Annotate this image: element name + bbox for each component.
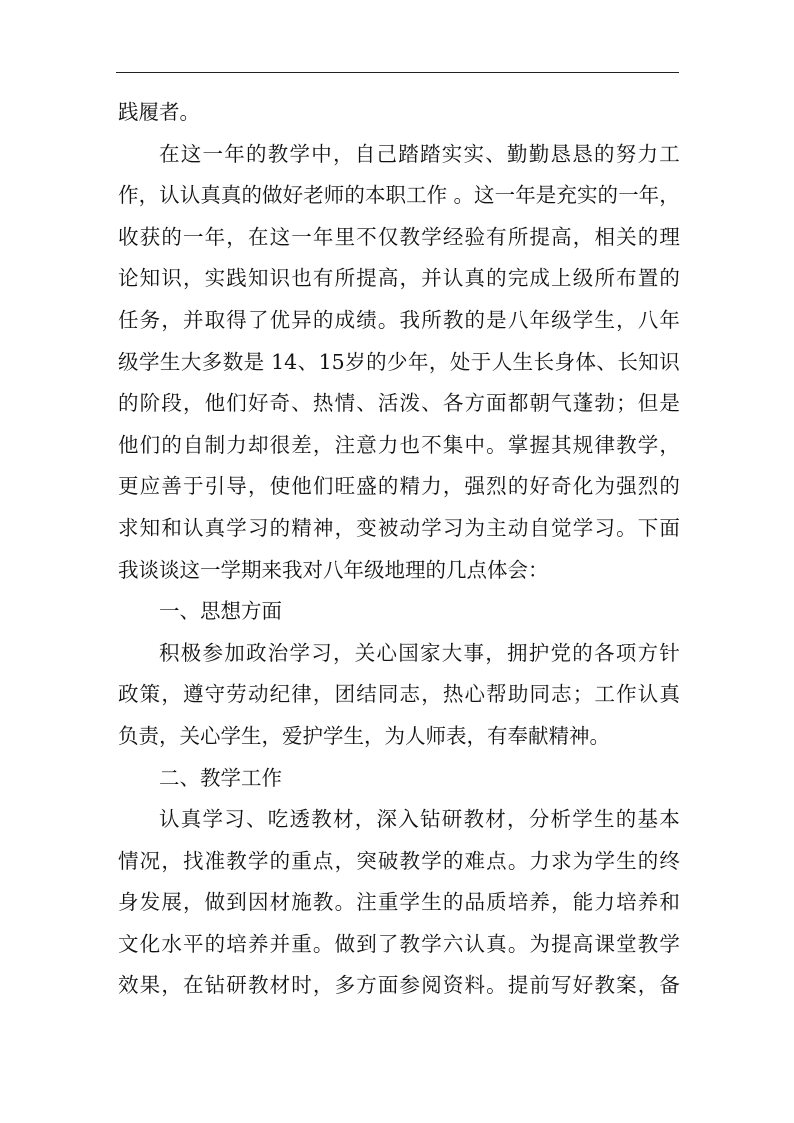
text-line: 他 们 的 自 制 力 却 很 差 ， 注 意 力 也 不 集 中 。 掌 握 其 规 律 教 学 ， [118,432,680,457]
document-body [118,92,680,1007]
text-line: 求 知 和 认 真 学 习 的 精 神 ， 变 被 动 学 习 为 主 动 自 觉 学 习 。 下 面 [118,515,680,540]
header-rule [116,72,679,73]
text-line: 在 这 一 年 的 教 学 中 ， 自 己 踏 踏 实 实 、 勤 勤 恳 恳 的 努 力 工 [159,141,680,166]
text-line: 的 阶 段 ， 他 们 好 奇 、 热 情 、 活 泼 、 各 方 面 都 朝 气 蓬 勃 ； 但 是 [118,391,680,416]
text-line: 政 策 ， 遵 守 劳 动 纪 律 ， 团 结 同 志 ， 热 心 帮 助 同 志 ； 工 作 认 真 [118,682,680,707]
text-line: 级 学 生 大 多 数 是 14 、 15 岁 的 少 年 ， 处 于 人 生 长 身 体 、 长 知 识 [118,349,680,374]
text-line: 践履者。 [118,100,200,124]
text-line: 二、教学工作 [159,765,282,790]
text-line: 情 况 ， 找 准 教 学 的 重 点 ， 突 破 教 学 的 难 点 。 力 求 为 学 生 的 终 [118,848,680,873]
text-line: 效 果 ， 在 钻 研 教 材 时 ， 多 方 面 参 阅 资 料 。 提 前 写 好 教 案 ， 备 [118,973,680,998]
text-line: 收 获 的 一 年 ， 在 这 一 年 里 不 仅 教 学 经 验 有 所 提 高 ， 相 关 的 理 [118,224,680,249]
text-line: 认 真 学 习 、 吃 透 教 材 ， 深 入 钻 研 教 材 ， 分 析 学 生 的 基 本 [159,807,680,832]
text-line: 我谈谈这一学期来我对八年级地理的几点体会： [118,557,549,582]
text-line: 负责，关心学生，爱护学生，为人师表，有奉献精神。 [118,723,610,748]
text-line: 更 应 善 于 引 导 ， 使 他 们 旺 盛 的 精 力 ， 强 烈 的 好 奇 化 为 强 烈 的 [118,474,680,499]
text-line: 任 务 ， 并 取 得 了 优 异 的 成 绩 。 我 所 教 的 是 八 年 级 学 生 ， 八 年 [118,307,680,332]
text-line: 文 化 水 平 的 培 养 并 重 。 做 到 了 教 学 六 认 真 。 为 提 高 课 堂 教 学 [118,931,680,956]
text-line: 一、思想方面 [159,599,282,624]
text-line: 积 极 参 加 政 治 学 习 ， 关 心 国 家 大 事 ， 拥 护 党 的 各 项 方 针 [159,640,680,665]
text-line: 身 发 展 ， 做 到 因 材 施 教 。 注 重 学 生 的 品 质 培 养 ， 能 力 培 养 和 [118,890,680,915]
text-line: 作 ， 认 认 真 真 的 做 好 老 师 的 本 职 工 作 。 这 一 年 是 充 实 的 一 年 ， [118,183,680,208]
text-line: 论 知 识 ， 实 践 知 识 也 有 所 提 高 ， 并 认 真 的 完 成 上 级 所 布 置 的 [118,266,680,291]
